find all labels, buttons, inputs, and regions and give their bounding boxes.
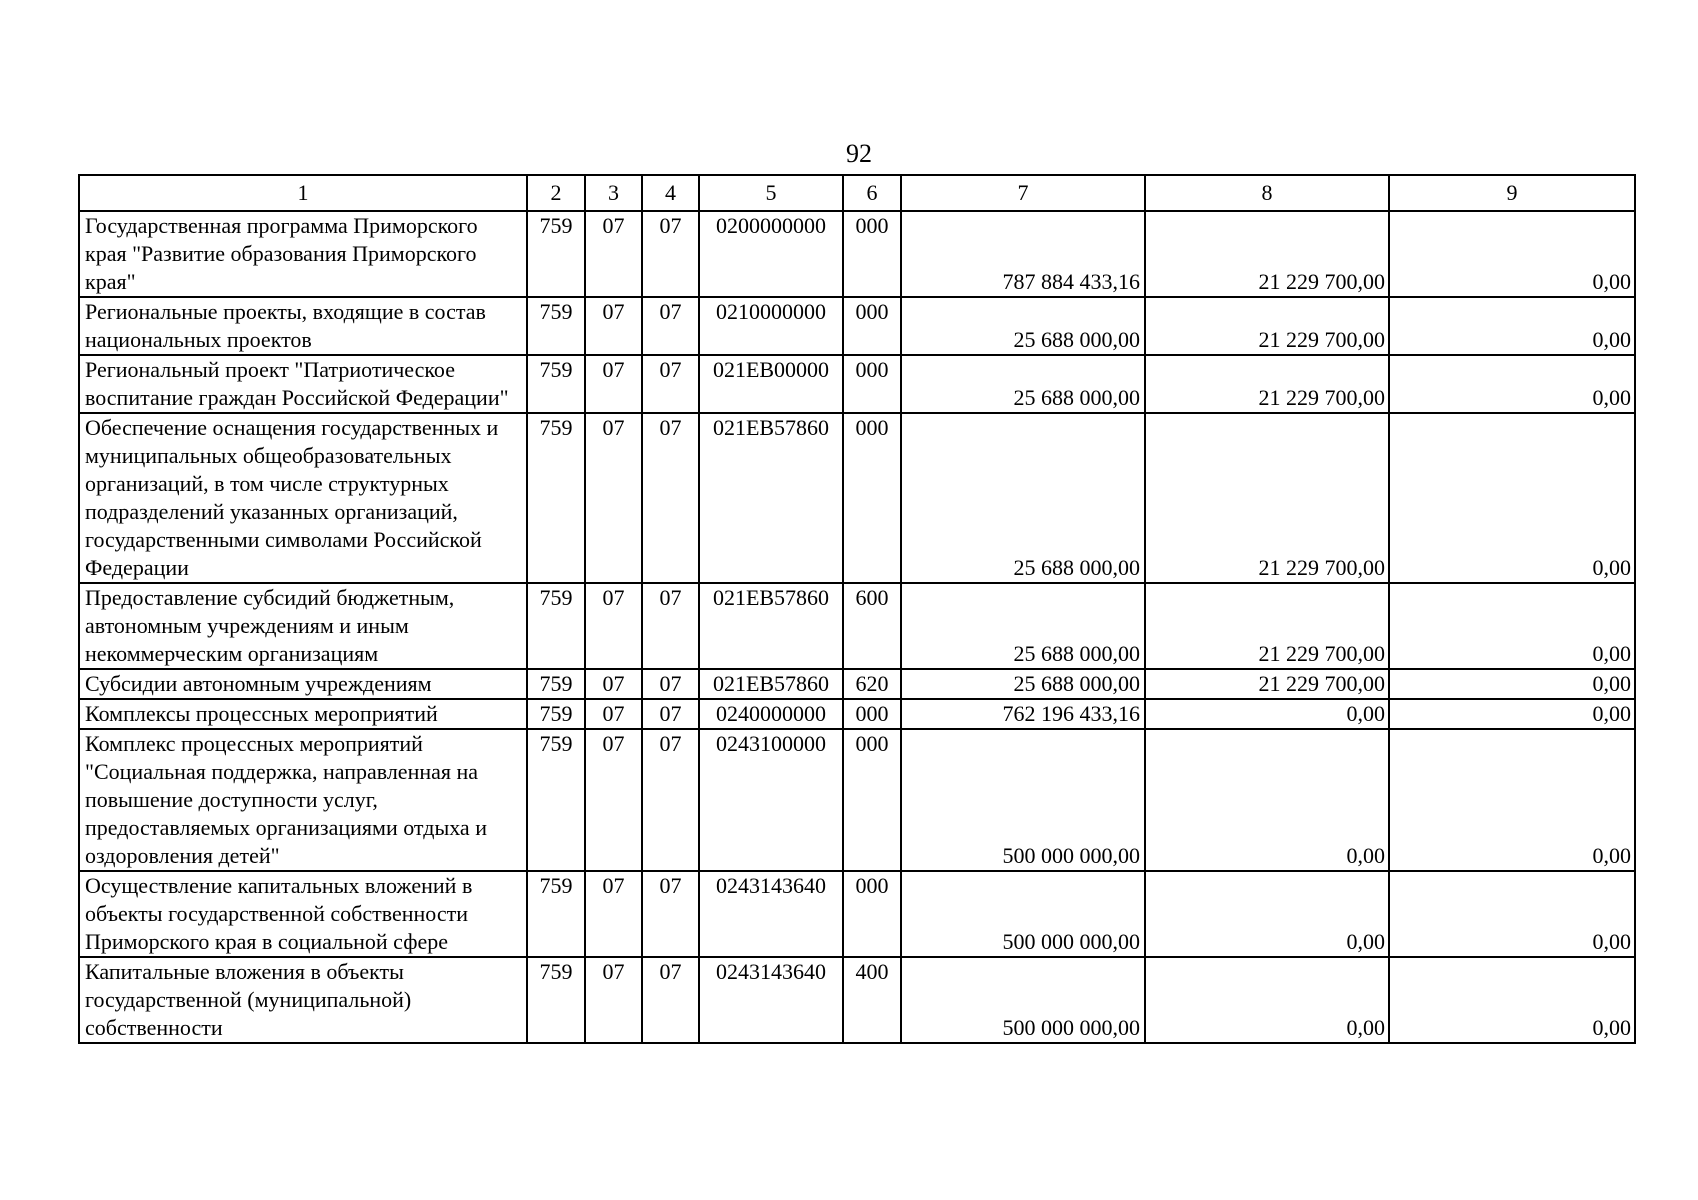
cell-col8: 0,00 [1145, 871, 1389, 957]
cell-col5: 021EB57860 [699, 413, 843, 583]
cell-col6: 000 [843, 871, 901, 957]
cell-col4: 07 [642, 583, 699, 669]
table-row [79, 211, 1635, 297]
cell-col2: 759 [527, 957, 585, 1043]
table-row [79, 583, 1635, 669]
column-header-6: 6 [843, 175, 901, 211]
row-name: Государственная программа Приморского края "Развитие образования Приморского края" [79, 211, 527, 297]
table-row [79, 729, 1635, 871]
cell-col4: 07 [642, 699, 699, 729]
cell-col2: 759 [527, 871, 585, 957]
column-header-1: 1 [79, 175, 527, 211]
cell-col2: 759 [527, 729, 585, 871]
cell-col5: 021EB00000 [699, 355, 843, 413]
cell-col3: 07 [585, 699, 642, 729]
cell-col5: 0243143640 [699, 957, 843, 1043]
header-row [79, 175, 1635, 211]
cell-col7: 787 884 433,16 [901, 211, 1145, 297]
column-header-8: 8 [1145, 175, 1389, 211]
cell-col3: 07 [585, 413, 642, 583]
cell-col9: 0,00 [1389, 413, 1635, 583]
cell-col3: 07 [585, 355, 642, 413]
row-name: Предоставление субсидий бюджетным, автономным учреждениям и иным некоммерческим организациям [79, 583, 527, 669]
table-row [79, 957, 1635, 1043]
cell-col2: 759 [527, 413, 585, 583]
column-header-7: 7 [901, 175, 1145, 211]
column-header-5: 5 [699, 175, 843, 211]
cell-col8: 21 229 700,00 [1145, 669, 1389, 699]
cell-col3: 07 [585, 583, 642, 669]
cell-col3: 07 [585, 211, 642, 297]
cell-col2: 759 [527, 669, 585, 699]
cell-col6: 000 [843, 211, 901, 297]
cell-col7: 500 000 000,00 [901, 957, 1145, 1043]
cell-col8: 0,00 [1145, 957, 1389, 1043]
cell-col5: 021EB57860 [699, 583, 843, 669]
row-name: Комплексы процессных мероприятий [79, 699, 527, 729]
table-row [79, 413, 1635, 583]
cell-col2: 759 [527, 211, 585, 297]
column-header-9: 9 [1389, 175, 1635, 211]
cell-col3: 07 [585, 669, 642, 699]
table-row [79, 297, 1635, 355]
row-name: Капитальные вложения в объекты государственной (муниципальной) собственности [79, 957, 527, 1043]
budget-table [78, 174, 1636, 1044]
cell-col4: 07 [642, 957, 699, 1043]
cell-col6: 620 [843, 669, 901, 699]
cell-col2: 759 [527, 355, 585, 413]
cell-col2: 759 [527, 583, 585, 669]
cell-col3: 07 [585, 957, 642, 1043]
cell-col5: 0210000000 [699, 297, 843, 355]
cell-col8: 0,00 [1145, 699, 1389, 729]
cell-col9: 0,00 [1389, 871, 1635, 957]
cell-col7: 25 688 000,00 [901, 669, 1145, 699]
cell-col6: 000 [843, 297, 901, 355]
cell-col6: 600 [843, 583, 901, 669]
cell-col4: 07 [642, 729, 699, 871]
cell-col6: 000 [843, 355, 901, 413]
cell-col7: 25 688 000,00 [901, 355, 1145, 413]
cell-col9: 0,00 [1389, 957, 1635, 1043]
cell-col5: 0243143640 [699, 871, 843, 957]
cell-col5: 0243100000 [699, 729, 843, 871]
cell-col4: 07 [642, 413, 699, 583]
cell-col7: 762 196 433,16 [901, 699, 1145, 729]
table-row [79, 669, 1635, 699]
cell-col5: 0200000000 [699, 211, 843, 297]
cell-col4: 07 [642, 211, 699, 297]
cell-col2: 759 [527, 699, 585, 729]
cell-col4: 07 [642, 297, 699, 355]
row-name: Региональный проект "Патриотическое воспитание граждан Российской Федерации" [79, 355, 527, 413]
cell-col8: 21 229 700,00 [1145, 413, 1389, 583]
cell-col7: 500 000 000,00 [901, 729, 1145, 871]
cell-col9: 0,00 [1389, 729, 1635, 871]
cell-col9: 0,00 [1389, 211, 1635, 297]
cell-col9: 0,00 [1389, 355, 1635, 413]
row-name: Субсидии автономным учреждениям [79, 669, 527, 699]
cell-col4: 07 [642, 871, 699, 957]
cell-col5: 0240000000 [699, 699, 843, 729]
row-name: Комплекс процессных мероприятий "Социальная поддержка, направленная на повышение доступности услуг, предоставляемых организациями отдыха и оздоровления детей" [79, 729, 527, 871]
cell-col6: 000 [843, 413, 901, 583]
page-number: 92 [846, 139, 872, 168]
cell-col8: 21 229 700,00 [1145, 297, 1389, 355]
cell-col8: 21 229 700,00 [1145, 583, 1389, 669]
row-name: Осуществление капитальных вложений в объекты государственной собственности Приморского края в социальной сфере [79, 871, 527, 957]
cell-col9: 0,00 [1389, 699, 1635, 729]
column-header-2: 2 [527, 175, 585, 211]
cell-col3: 07 [585, 729, 642, 871]
cell-col6: 000 [843, 729, 901, 871]
cell-col7: 25 688 000,00 [901, 583, 1145, 669]
cell-col7: 25 688 000,00 [901, 413, 1145, 583]
cell-col9: 0,00 [1389, 669, 1635, 699]
table-row [79, 699, 1635, 729]
table-row [79, 871, 1635, 957]
table-row [79, 355, 1635, 413]
cell-col7: 25 688 000,00 [901, 297, 1145, 355]
cell-col7: 500 000 000,00 [901, 871, 1145, 957]
cell-col6: 000 [843, 699, 901, 729]
cell-col3: 07 [585, 871, 642, 957]
column-header-3: 3 [585, 175, 642, 211]
cell-col2: 759 [527, 297, 585, 355]
cell-col9: 0,00 [1389, 297, 1635, 355]
row-name: Региональные проекты, входящие в состав национальных проектов [79, 297, 527, 355]
cell-col4: 07 [642, 355, 699, 413]
cell-col4: 07 [642, 669, 699, 699]
cell-col3: 07 [585, 297, 642, 355]
cell-col9: 0,00 [1389, 583, 1635, 669]
cell-col8: 21 229 700,00 [1145, 355, 1389, 413]
column-header-4: 4 [642, 175, 699, 211]
row-name: Обеспечение оснащения государственных и муниципальных общеобразовательных организаций, в том числе структурных подразделений указанных организаций, государственными символами Российской Федерации [79, 413, 527, 583]
cell-col8: 21 229 700,00 [1145, 211, 1389, 297]
cell-col6: 400 [843, 957, 901, 1043]
cell-col5: 021EB57860 [699, 669, 843, 699]
cell-col8: 0,00 [1145, 729, 1389, 871]
